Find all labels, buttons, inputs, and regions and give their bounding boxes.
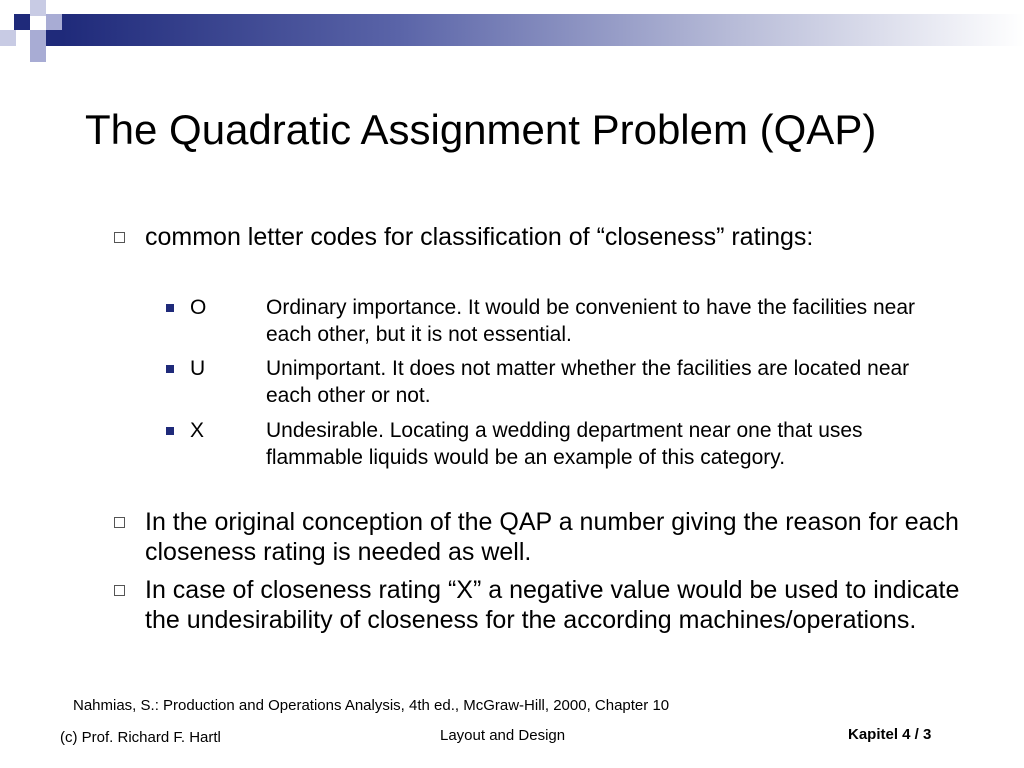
bullet-text: common letter codes for classification of “closeness” ratings: [145, 223, 814, 251]
code-description: Unimportant. It does not matter whether the facilities are located near each other or not. [266, 357, 910, 407]
filled-square-bullet-icon [166, 427, 174, 435]
code-letter: U [190, 357, 206, 380]
slide-title: The Quadratic Assignment Problem (QAP) [85, 106, 877, 153]
reference-citation: Nahmias, S.: Production and Operations Analysis, 4th ed., McGraw-Hill, 2000, Chapter 10 [73, 697, 670, 714]
code-description: Ordinary importance. It would be convenient to have the facilities near each other, but it is not essential. [266, 296, 916, 346]
footer-author: (c) Prof. Richard F. Hartl [60, 729, 221, 746]
bullet-item [114, 507, 974, 567]
filled-square-bullet-icon [166, 365, 174, 373]
hollow-square-bullet-icon [114, 585, 125, 596]
bullet-item [114, 222, 974, 252]
bullet-text: In the original conception of the QAP a number giving the reason for each closeness rating is needed as well. [145, 508, 959, 566]
hollow-square-bullet-icon [114, 232, 125, 243]
code-letter: X [190, 419, 205, 442]
code-letter: O [190, 296, 207, 319]
footer-chapter: Kapitel 4 / 3 [848, 726, 932, 743]
filled-square-bullet-icon [166, 304, 174, 312]
footer-topic: Layout and Design [440, 727, 566, 744]
code-item-x [166, 417, 946, 471]
code-description: Undesirable. Locating a wedding department near one that uses flammable liquids would be an example of this category. [266, 419, 863, 469]
bullet-text: In case of closeness rating “X” a negative value would be used to indicate the undesirability of closeness for the according machines/operations. [145, 576, 960, 634]
bullet-item [114, 575, 974, 635]
code-item-o [166, 294, 946, 348]
code-item-u [166, 355, 946, 409]
hollow-square-bullet-icon [114, 517, 125, 528]
